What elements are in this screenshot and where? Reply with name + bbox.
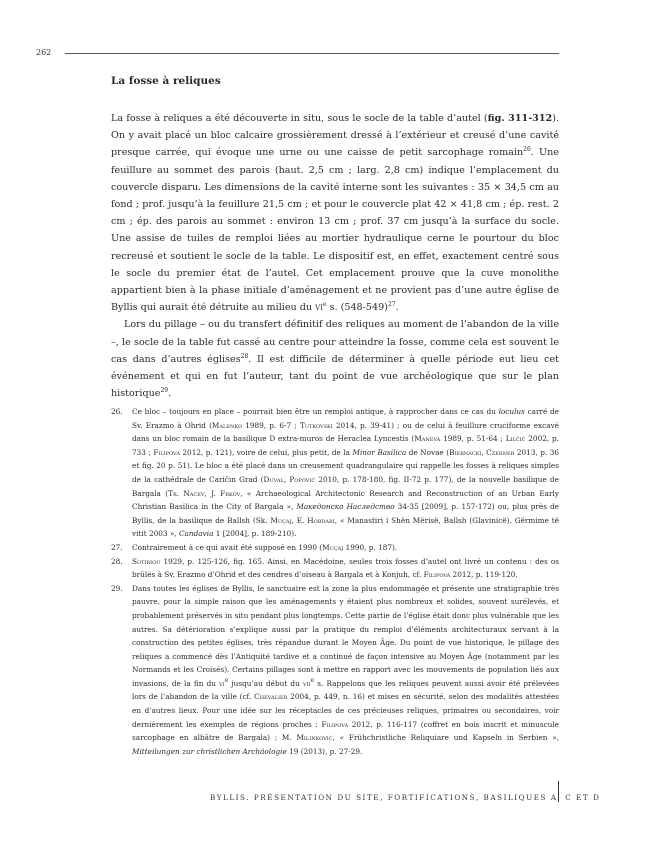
main-text <box>111 110 559 402</box>
footnote <box>111 582 559 759</box>
figure-reference: fig. 311-312 <box>487 113 553 124</box>
footnote-text: Sotiriou 1929, p. 125-126, fig. 165. Ainsi, en Macédoine, seules trois fosses d’autel ont livré un contenu : des os brûlés à Sv. Erazmo d’Ohrid et des cendres d’oiseau à Bargala et à Konjuh, cf. Filipova 2012, p. 119-120. <box>132 556 559 580</box>
running-footer: BYLLIS. PRÉSENTATION DU SITE, FORTIFICATIONS, BASILIQUES A, C ET D <box>210 793 601 802</box>
paragraph: Lors du pillage – ou du transfert définitif des reliques au moment de l’abandon de la ville –, le socle de la table fut cassé au centre pour atteindre la fosse, comme cela est souvent le cas dans d’autres églises$^{28}$. Il est difficile de déterminer à quelle période eut lieu cet événement et qui en fut l’auteur, tant du point de vue archéologique que sur le plan historique$^{29}$. <box>111 319 559 400</box>
section-title: La fosse à reliques <box>111 75 221 87</box>
footnote <box>111 555 559 582</box>
footnote <box>111 541 559 555</box>
footnote-number: 29. <box>111 583 123 593</box>
footnote-ref: 27 <box>387 301 396 309</box>
footnote-text: Contrairement à ce qui avait été supposé en 1990 (Muçaj 1990, p. 187). <box>132 542 398 552</box>
footnote <box>111 405 559 541</box>
header-rule <box>65 53 559 54</box>
footnote-ref: 26 <box>523 146 531 154</box>
page-number: 262 <box>36 48 52 57</box>
footnote-number: 28. <box>111 556 123 566</box>
footnote-text: Ce bloc – toujours en place – pourrait bien être un remploi antique, à rapprocher dans ce cas du loculus carré de Sv. Erazmo à Ohrid (Malenko 1989, p. 6-7 ; Tutkovski 2014, p. 39-41) ; ou de celui à feuillure cruciforme excavé dans un bloc romain de la basilique D extra-muros de Heraclea Lyncestis (Maneva 1989, p. 51-64 ; Lilčić 2002, p. 733 ; Filipova 2012, p. 121), voire de celui, plus petit, de la Minor Basilica de Novae (Biernacki, Czerner 2013, p. 36 et fig. 20 p. 51). Le bloc a été placé dans un creusement quadrangulaire qui rappelle les fosses à reliques simples de la cathédrale de Cariĉin Grad (Duval, Popović 2010, p. 178-180, fig. II-72 p. 177), de la nouvelle basilique de Bargala (Tr. Nacev, J. Frkov, « Archaeological Architectonic Research and Reconstruction of an Urban Early Christian Basilica in the City of Bargala », Македонско Наследство 34-35 [2009], p. 157-172) ou, plus près de Byllis, de la basilique de Ballsh (Sk. Muçaj, E. Hobdari, « Manastiri i Shën Mërisë, Ballsh (Glavinicë), Gërmime të vitit 2003 », Candavia 1 [2004], p. 189-210). <box>132 407 560 539</box>
paragraph: La fosse à reliques a été découverte in situ, sous le socle de la table d’autel (fig. 311-312). On y avait placé un bloc calcaire grossièrement dressé à l’extérieur et creusé d’une cavité presque carrée, qui évoque une urne ou une caisse de petit sarcophage romain$^{26}$. Une feuillure au sommet des parois (haut. 2,5 cm ; larg. 2,8 cm) indique l’emplacement du couvercle disparu. Les dimensions de la cavité interne sont les suivantes : 35 × 34,5 cm au fond ; prof. jusqu’à la feuillure 21,5 cm ; et pour le couvercle plat 42 × 41,8 cm ; ép. rest. 2 cm ; ép. des parois au sommet : environ 13 cm ; prof. 37 cm jusqu’à la surface du socle. Une assise de tuiles de remploi liées au mortier hydraulique cerne le pourtour du bloc recreusé et soutient le socle de la table. Le dispositif est, en effet, exactement centré sous le socle du premier état de l’autel. Cet emplacement prouve que la cuve monolithe appartient bien à la phase initiale d’aménagement et ne provient pas d’une autre église de Byllis qui aurait été détruite au milieu du $vi^e$ s. $(548-549)^{27}$. <box>111 113 559 314</box>
footer-rule <box>558 781 559 802</box>
footnotes <box>111 405 559 758</box>
footnote-number: 26. <box>111 407 123 416</box>
footnote-number: 27. <box>111 542 123 552</box>
footnote-ref: 28 <box>240 352 249 360</box>
footnote-ref: 29 <box>160 387 169 395</box>
footnote-text: Dans toutes les églises de Byllis, le sanctuaire est la zone la plus endommagée et présente une stratigraphie très pauvre, pour la simple raison que les aménagements y étaient plus nombreux et solides, souvent surélevés, et probablement préservés in situ pendant plus longtemps. Cette partie de l’église était donc plus vulnérable que les autres. Sa détérioration s’explique aussi par la pratique du remploi d’éléments architecturaux servant à la construction des petites églises, très répandue durant le Moyen Âge. Du point de vue historique, le pillage des reliques a commencé dès l’Antiquité tardive et a continué de façon intensive au Moyen Âge (notamment par les Normands et les Croisés). Certains pillages sont à mettre en rapport avec les mouvements de population liés aux invasions, de la fin du $vi^e$ jusqu’au début du vii$^e$ s. Rappelons que les reliques peuvent aussi avoir été prélevées lors de l’abandon de la ville (cf. Chevalier 2004, p. 449, n. 16) et mises en sécurité, selon des modalités attestées en d’autres lieux. Pour une idée sur les réceptacles de ces précieuses reliques, primaires ou secondaires, voir dernièrement les exemples de régions proches : Filipova 2012, p. 116-117 (coffret en bois inscrit et minuscule sarcophage en albâtre de Bargala) ; M. Milinković, « Frühchristliche Reliquiare und Kapseln in Serbien », Mitteilungen zur christlichen Archäologie 19 (2013), p. 27-29. <box>132 583 560 756</box>
